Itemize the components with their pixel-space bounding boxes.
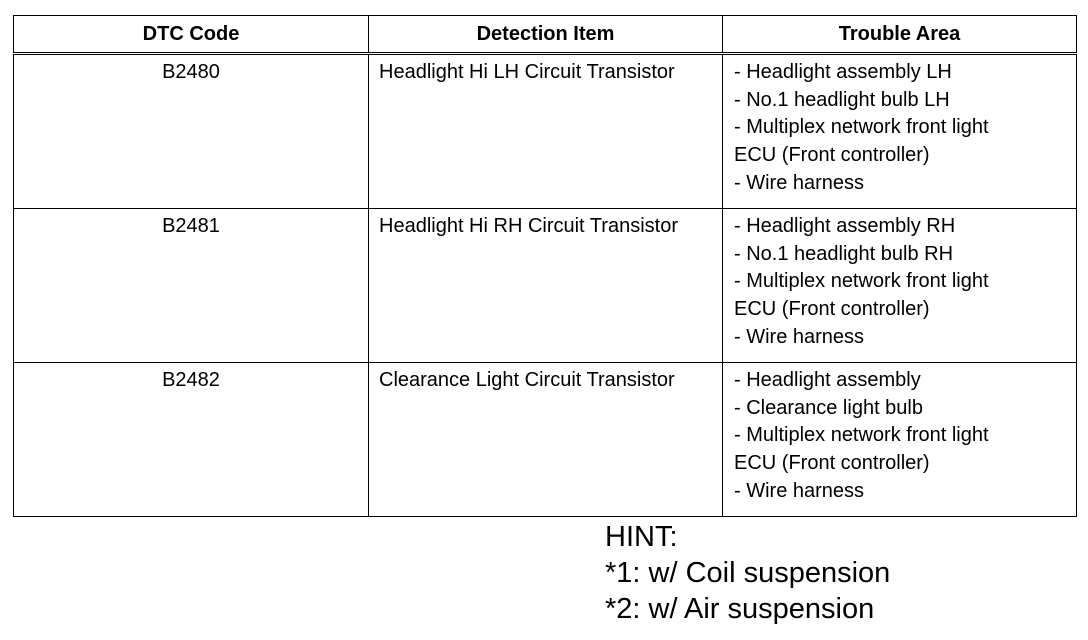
trouble-area-line: - No.1 headlight bulb LH <box>734 88 950 111</box>
hint-title: HINT: <box>605 521 678 553</box>
hint-block <box>605 519 890 627</box>
trouble-area-line: - Multiplex network front light <box>734 270 989 293</box>
trouble-area-line: - Multiplex network front light <box>734 424 989 447</box>
dtc-table <box>13 15 1077 517</box>
trouble-area-line: - Wire harness <box>734 479 865 502</box>
trouble-area-cell <box>723 54 1077 209</box>
hint-line: *1: w/ Coil suspension <box>605 557 891 589</box>
trouble-area-line: - Clearance light bulb <box>734 396 923 419</box>
trouble-area-line: - Headlight assembly RH <box>734 215 956 237</box>
trouble-area-line: - No.1 headlight bulb RH <box>734 242 954 265</box>
detection-item-cell: Headlight Hi LH Circuit Transistor <box>369 54 723 209</box>
dtc-code-cell: B2481 <box>14 209 369 363</box>
dtc-code-cell: B2482 <box>14 363 369 517</box>
trouble-area-line: - Wire harness <box>734 171 865 194</box>
trouble-area-cell <box>723 209 1077 363</box>
trouble-area-line: - Wire harness <box>734 325 865 348</box>
trouble-area-line: - Headlight assembly LH <box>734 61 952 83</box>
detection-item-cell: Headlight Hi RH Circuit Transistor <box>369 209 723 363</box>
trouble-area-line: - Headlight assembly <box>734 369 921 391</box>
header-dtc-code: DTC Code <box>14 16 369 54</box>
table-row <box>14 54 1077 209</box>
dtc-code-cell: B2480 <box>14 54 369 209</box>
hint-line: *2: w/ Air suspension <box>605 593 875 625</box>
table-header-row <box>14 16 1077 54</box>
detection-item-cell: Clearance Light Circuit Transistor <box>369 363 723 517</box>
table-row <box>14 209 1077 363</box>
header-detection-item: Detection Item <box>369 16 723 54</box>
table-row <box>14 363 1077 517</box>
trouble-area-line: - Multiplex network front light <box>734 116 989 139</box>
trouble-area-line: ECU (Front controller) <box>734 298 930 321</box>
header-trouble-area: Trouble Area <box>723 16 1077 54</box>
trouble-area-line: ECU (Front controller) <box>734 452 930 475</box>
trouble-area-line: ECU (Front controller) <box>734 144 930 167</box>
trouble-area-cell <box>723 363 1077 517</box>
